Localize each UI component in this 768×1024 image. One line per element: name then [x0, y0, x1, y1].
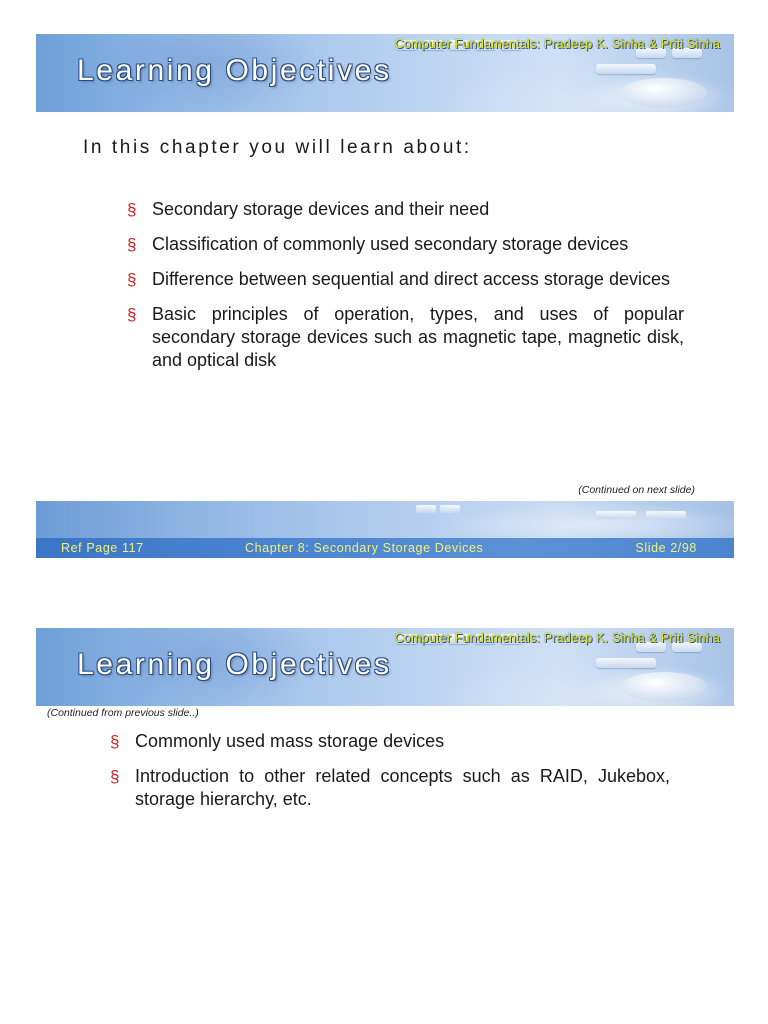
list-item-text: Secondary storage devices and their need [152, 199, 490, 219]
objectives-list [110, 730, 670, 823]
slide-2-header-banner [36, 628, 734, 706]
continued-from-note: (Continued from previous slide..) [47, 707, 199, 719]
list-item-text: Introduction to other related concepts such as RAID, Jukebox, storage hierarchy, etc. [135, 766, 670, 809]
footer-ref-page: Ref Page 117 [61, 541, 144, 555]
slide-title: Learning Objectives [77, 648, 392, 681]
bullet-marker-icon: § [110, 732, 120, 751]
bullet-marker-icon: § [127, 305, 137, 324]
list-item [127, 198, 684, 221]
objectives-list [127, 198, 684, 384]
slide-title: Learning Objectives [77, 54, 392, 87]
slide-1-footer-banner [36, 501, 734, 558]
bullet-marker-icon: § [127, 200, 137, 219]
list-item [110, 730, 670, 753]
slide-1-header-banner [36, 34, 734, 112]
list-item-text: Difference between sequential and direct access storage devices [152, 269, 670, 289]
list-item [127, 233, 684, 256]
list-item-text: Classification of commonly used secondary storage devices [152, 234, 629, 254]
list-item [127, 303, 684, 372]
bullet-marker-icon: § [127, 235, 137, 254]
list-item-text: Basic principles of operation, types, and uses of popular secondary storage devices such as magnetic tape, magnetic disk, and optical disk [152, 304, 684, 370]
footer-chapter: Chapter 8: Secondary Storage Devices [245, 541, 484, 555]
header-credit: Computer Fundamentals: Pradeep K. Sinha & Priti Sinha [394, 37, 720, 51]
bullet-marker-icon: § [110, 767, 120, 786]
bullet-marker-icon: § [127, 270, 137, 289]
list-item [127, 268, 684, 291]
list-item [110, 765, 670, 811]
footer-slide-number: Slide 2/98 [635, 541, 697, 555]
list-item-text: Commonly used mass storage devices [135, 731, 445, 751]
continued-note: (Continued on next slide) [578, 484, 695, 496]
intro-text: In this chapter you will learn about: [83, 137, 472, 158]
header-credit: Computer Fundamentals: Pradeep K. Sinha & Priti Sinha [394, 631, 720, 645]
